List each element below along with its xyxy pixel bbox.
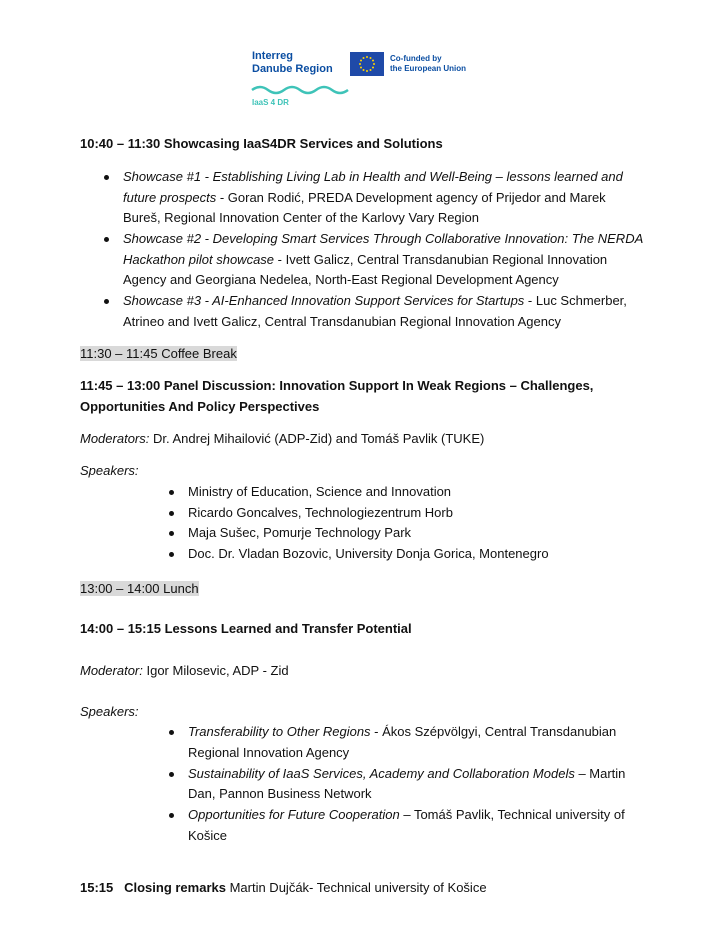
- item1-rest: - Ákos Szépvölgyi, Central Transdanubian: [370, 724, 617, 739]
- closing-remarks: [80, 878, 487, 898]
- bullet-icon: [169, 511, 174, 516]
- session3-speakers-label: Speakers:: [80, 704, 139, 719]
- bullet-icon: [169, 813, 174, 818]
- speaker-item: Ricardo Goncalves, Technologiezentrum Horb: [188, 505, 453, 520]
- item2-rest: – Martin: [574, 766, 626, 781]
- speaker-item: Maja Sušec, Pomurje Technology Park: [188, 525, 412, 540]
- closing-text: Martin Dujčák- Technical university of Košice: [225, 880, 487, 895]
- item2-italic: Sustainability of IaaS Services, Academy and Collaboration Models: [188, 766, 575, 781]
- bullet-icon: [169, 490, 174, 495]
- eu-flag-icon: [350, 52, 384, 76]
- bullet-icon: [169, 730, 174, 735]
- wave-logo-icon: [250, 84, 354, 99]
- showcase3-line1-italic: Showcase #3 - AI-Enhanced Innovation Support Services for Startups: [123, 293, 525, 308]
- speaker-item: Doc. Dr. Vladan Bozovic, University Donja Gorica, Montenegro: [188, 546, 549, 561]
- item1-italic: Transferability to Other Regions: [188, 724, 371, 739]
- session3-item1-line1: [188, 722, 616, 742]
- session3-item1-line2: Regional Innovation Agency: [188, 745, 350, 760]
- interreg-logo-line2: Danube Region: [252, 63, 333, 75]
- bullet-icon: [104, 299, 109, 304]
- showcase2-line1: Showcase #2 - Developing Smart Services Through Collaborative Innovation: The NERDA: [123, 231, 644, 246]
- moderators-label: Moderators:: [80, 431, 150, 446]
- lunch-break: [80, 579, 199, 599]
- item3-rest: – Tomáš Pavlik, Technical university of: [399, 807, 625, 822]
- showcase2-line2-italic: Hackathon pilot showcase: [123, 252, 275, 267]
- showcase2-line2-rest: - Ivett Galicz, Central Transdanubian Regional Innovation: [274, 252, 608, 267]
- session3-title: 14:00 – 15:15 Lessons Learned and Transfer Potential: [80, 621, 412, 636]
- interreg-logo: [252, 50, 333, 76]
- eu-text-line2: the European Union: [390, 64, 466, 73]
- eu-text-line1: Co-funded by: [390, 54, 442, 63]
- moderator-text: Igor Milosevic, ADP - Zid: [142, 663, 289, 678]
- session3-item3-line2: Košice: [188, 828, 228, 843]
- session2-title-line2: Opportunities And Policy Perspectives: [80, 399, 320, 414]
- interreg-logo-line1: Interreg: [252, 50, 293, 62]
- session2-speakers-label: Speakers:: [80, 463, 139, 478]
- session3-item2-line2: Dan, Pannon Business Network: [188, 786, 372, 801]
- showcase1-line2: [123, 188, 606, 208]
- bullet-icon: [104, 237, 109, 242]
- bullet-icon: [104, 175, 109, 180]
- showcase1-line3: Bureš, Regional Innovation Center of the Karlovy Vary Region: [123, 210, 480, 225]
- eu-cofunded-text: [390, 54, 466, 74]
- closing-label: Closing remarks: [124, 880, 226, 895]
- showcase3-line1: [123, 291, 627, 311]
- showcase3-line2: Atrineo and Ivett Galicz, Central Transdanubian Regional Innovation Agency: [123, 314, 561, 329]
- closing-time: 15:15: [80, 880, 114, 895]
- item3-italic: Opportunities for Future Cooperation: [188, 807, 400, 822]
- bullet-icon: [169, 531, 174, 536]
- moderator-label: Moderator:: [80, 663, 143, 678]
- showcase1-line2-italic: future prospects: [123, 190, 217, 205]
- session2-moderators: [80, 429, 484, 449]
- project-label: IaaS 4 DR: [252, 98, 289, 107]
- bullet-icon: [169, 772, 174, 777]
- session3-item3-line1: [188, 805, 625, 825]
- coffee-break: [80, 344, 237, 364]
- bullet-icon: [169, 552, 174, 557]
- showcase1-line1: Showcase #1 - Establishing Living Lab in Health and Well-Being – lessons learned and: [123, 169, 623, 184]
- showcase2-line3: Agency and Georgiana Nedelea, North-East Regional Development Agency: [123, 272, 559, 287]
- lunch-break-text: 13:00 – 14:00 Lunch: [80, 581, 199, 596]
- coffee-break-text: 11:30 – 11:45 Coffee Break: [80, 346, 237, 361]
- showcase1-line2-rest: - Goran Rodić, PREDA Development agency of Prijedor and Marek: [216, 190, 606, 205]
- session2-title-line1: 11:45 – 13:00 Panel Discussion: Innovation Support In Weak Regions – Challenges,: [80, 378, 594, 393]
- session3-moderator: [80, 661, 289, 681]
- moderators-text: Dr. Andrej Mihailović (ADP-Zid) and Tomáš Pavlik (TUKE): [149, 431, 485, 446]
- session3-item2-line1: [188, 764, 625, 784]
- showcase2-line2: [123, 250, 607, 270]
- session1-title: 10:40 – 11:30 Showcasing IaaS4DR Services and Solutions: [80, 136, 443, 151]
- speaker-item: Ministry of Education, Science and Innovation: [188, 484, 452, 499]
- showcase3-line1-rest: - Luc Schmerber,: [524, 293, 627, 308]
